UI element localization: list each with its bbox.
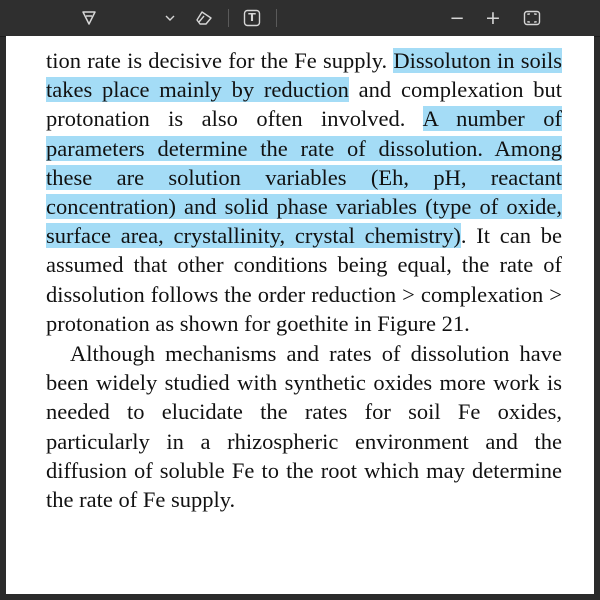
fit-screen-icon[interactable] xyxy=(520,7,544,29)
paragraph-1 xyxy=(46,46,562,338)
chevron-down-icon[interactable] xyxy=(160,7,180,29)
text-run: and complexation but protonation is also often involved. xyxy=(46,77,562,132)
text-run: tion rate is decisive for the Fe supply. xyxy=(46,48,394,73)
highlighted-text[interactable]: A number of parameters determine the rate of dissolution. Among these are solution variables (Eh, pH, reactant concentration) and solid phase variables (type of oxide, surface area, crystallinity, crystal chemistry) xyxy=(46,106,562,249)
text-box-icon[interactable] xyxy=(240,7,264,29)
highlighted-text[interactable]: Dissoluton in soils takes place mainly by reduction xyxy=(46,48,562,103)
markup-pen-icon[interactable] xyxy=(78,7,100,29)
text-run: . It can be assumed that other conditions being equal, the rate of dissolution follows the order reduction > complexation > protonation as shown for goethite in Figure 21. xyxy=(46,223,562,336)
toolbar-separator xyxy=(228,9,229,27)
viewer-toolbar xyxy=(0,0,600,37)
zoom-in-icon[interactable]: + xyxy=(485,7,501,29)
document-text xyxy=(46,46,562,514)
paragraph-2: Although mechanisms and rates of dissolution have been widely studied with synthetic oxides more work is needed to elucidate the rates for soil Fe oxides, particularly in a rhizospheric environment and the diffusion of soluble Fe to the root which may determine the rate of Fe supply. xyxy=(46,341,562,513)
toolbar-separator xyxy=(276,9,277,27)
eraser-icon[interactable] xyxy=(192,7,216,29)
document-page xyxy=(6,36,594,594)
text-tool-label: T xyxy=(248,11,256,24)
zoom-out-icon[interactable]: − xyxy=(449,7,465,29)
